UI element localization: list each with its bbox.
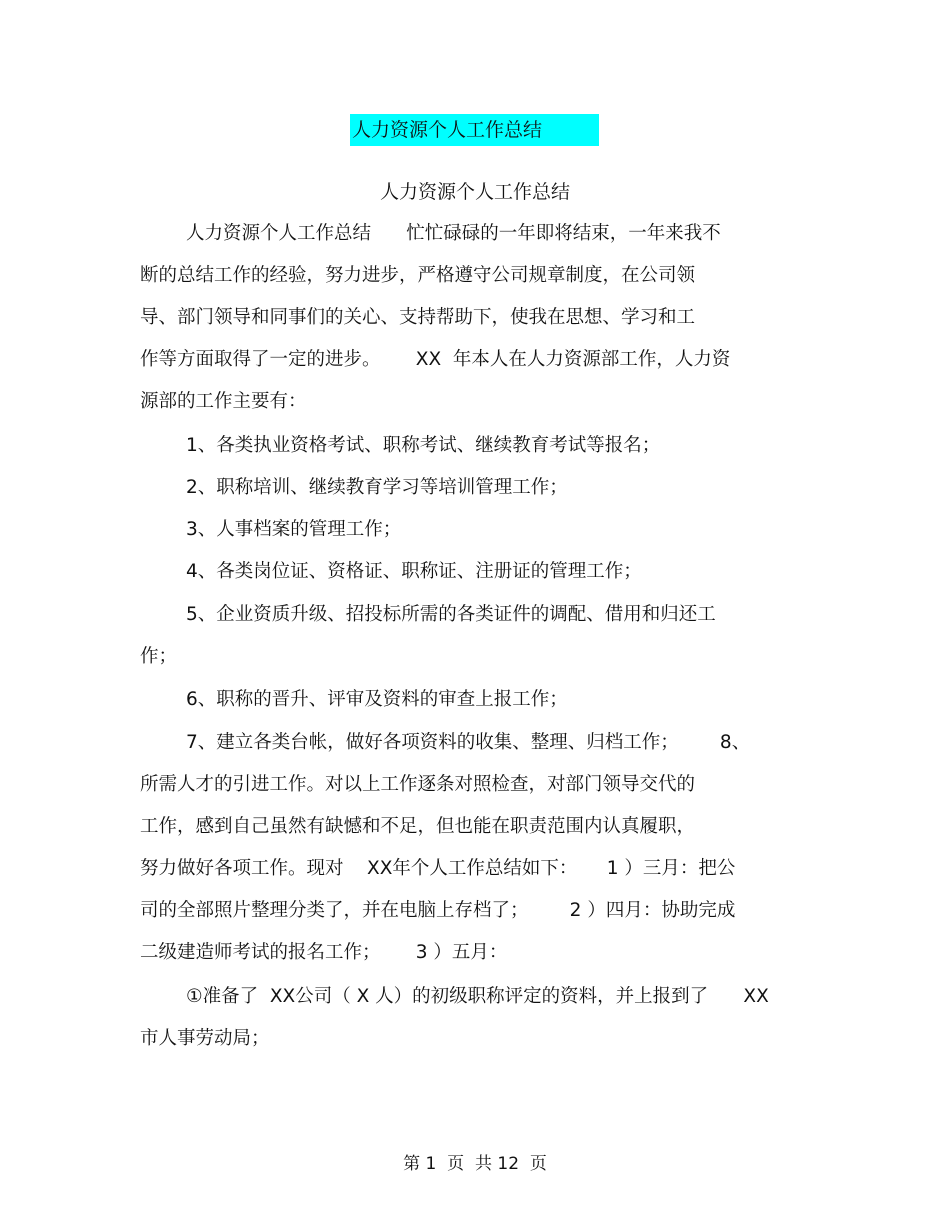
list-item: 5、企业资质升级、招投标所需的各类证件的调配、借用和归还工 <box>186 604 716 625</box>
paragraph-line: 工作，感到自己虽然有缺憾和不足，但也能在职责范围内认真履职， <box>140 816 696 837</box>
paragraph-line: 作等方面取得了一定的进步。 XX 年本人在人力资源部工作，人力资 <box>140 349 731 370</box>
list-item: 1、各类执业资格考试、职称考试、继续教育考试等报名； <box>186 435 661 456</box>
paragraph-line: ①准备了 XX公司（ X 人）的初级职称评定的资料，并上报到了 XX <box>186 986 769 1007</box>
paragraph-line: 司的全部照片整理分类了，并在电脑上存档了； 2 ）四月：协助完成 <box>140 900 736 921</box>
list-item: 3、人事档案的管理工作； <box>186 519 402 540</box>
list-item-continuation: 作； <box>140 646 178 667</box>
paragraph-line: 人力资源个人工作总结 忙忙碌碌的一年即将结束，一年来我不 <box>186 223 721 244</box>
paragraph-line: 二级建造师考试的报名工作； 3 ）五月： <box>140 942 508 963</box>
paragraph-line: 努力做好各项工作。现对 XX年个人工作总结如下： 1 ）三月：把公 <box>140 858 736 879</box>
list-item: 7、建立各类台帐，做好各项资料的收集、整理、归档工作； 8、 <box>186 732 751 753</box>
paragraph-line: 源部的工作主要有： <box>140 391 307 412</box>
paragraph-line: 断的总结工作的经验，努力进步，严格遵守公司规章制度，在公司领 <box>140 265 696 286</box>
list-item: 2、职称培训、继续教育学习等培训管理工作； <box>186 477 568 498</box>
document-subtitle: 人力资源个人工作总结 <box>379 181 570 203</box>
paragraph-line: 市人事劳动局； <box>140 1028 270 1049</box>
paragraph-line: 所需人才的引进工作。对以上工作逐条对照检查，对部门领导交代的 <box>140 774 696 795</box>
page-footer: 第 1 页 共 12 页 <box>403 1154 547 1174</box>
document-title: 人力资源个人工作总结 <box>350 114 599 146</box>
list-item: 4、各类岗位证、资格证、职称证、注册证的管理工作； <box>186 561 642 582</box>
list-item: 6、职称的晋升、评审及资料的审查上报工作； <box>186 689 568 710</box>
paragraph-line: 导、部门领导和同事们的关心、支持帮助下，使我在思想、学习和工 <box>140 307 696 328</box>
